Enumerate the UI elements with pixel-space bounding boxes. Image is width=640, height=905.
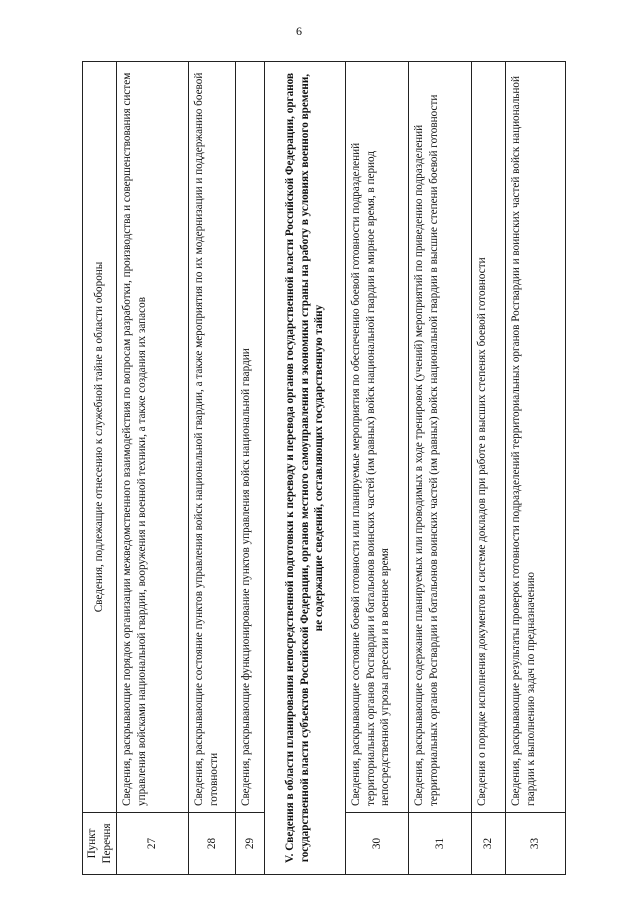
row-text: Сведения, раскрывающие состояние боевой готовности или планируемые мероприятия по обеспечению боевой готовности подразделений территориальных органов Росгвардии и батальонов воинских частей (им равных) войск национальной гвардии в мирное время, в период непосредственной угрозы агрессии и в военное время [346, 62, 409, 813]
row-text: Сведения о порядке исполнения документов и системе докладов при работе в высших степенях боевой готовности [472, 62, 506, 813]
table-row [189, 62, 236, 875]
row-number: 30 [346, 813, 409, 875]
row-number: 33 [506, 813, 566, 875]
row-text: Сведения, раскрывающие порядок организации межведомственного взаимодействия по вопросам разработки, производства и совершенствования систем управления войсками национальной гвардии, вооружения и военной техники, а также создания их запасов [117, 62, 189, 813]
row-number: 29 [236, 813, 265, 875]
row-text: Сведения, раскрывающие результаты проверок готовности подразделений территориальных органов Росгвардии и воинских частей войск национальной гвардии к выполнению задач по предназначению [506, 62, 566, 813]
table-row [346, 62, 409, 875]
table-row [236, 62, 265, 875]
row-text: Сведения, раскрывающие содержание планируемых или проводимых в ходе тренировок (учений) мероприятий по приведению подразделений территориальных органов Росгвардии и батальонов воинских частей (им равных) войск национальной гвардии в высшие степени боевой готовности [409, 62, 472, 813]
section-row [265, 62, 346, 875]
table-row [472, 62, 506, 875]
table-header-row [83, 62, 117, 875]
rotated-table-frame [82, 61, 562, 875]
header-info: Сведения, подлежащие отнесению к служебной тайне в области обороны [83, 62, 117, 813]
classified-info-table [82, 61, 566, 875]
table-row [409, 62, 472, 875]
row-text: Сведения, раскрывающие функционирование пунктов управления войск национальной гвардии [236, 62, 265, 813]
header-item-number: Пункт Перечня [83, 813, 117, 875]
section-title: V. Сведения в области планирования непосредственной подготовки к переводу и перевода органов государственной власти Российской Федерации, органов государственной власти субъектов Российской Федерации, органов местного самоуправления и экономики страны на работу в условиях военного времени, не содержащие сведений, составляющих государственную тайну [265, 62, 346, 875]
row-number: 28 [189, 813, 236, 875]
table-row [506, 62, 566, 875]
row-number: 27 [117, 813, 189, 875]
table-row [117, 62, 189, 875]
page-number: 6 [296, 24, 302, 38]
row-number: 32 [472, 813, 506, 875]
row-text: Сведения, раскрывающие состояние пунктов управления войск национальной гвардии, а также мероприятия по их модернизации и поддержанию боевой готовности [189, 62, 236, 813]
row-number: 31 [409, 813, 472, 875]
